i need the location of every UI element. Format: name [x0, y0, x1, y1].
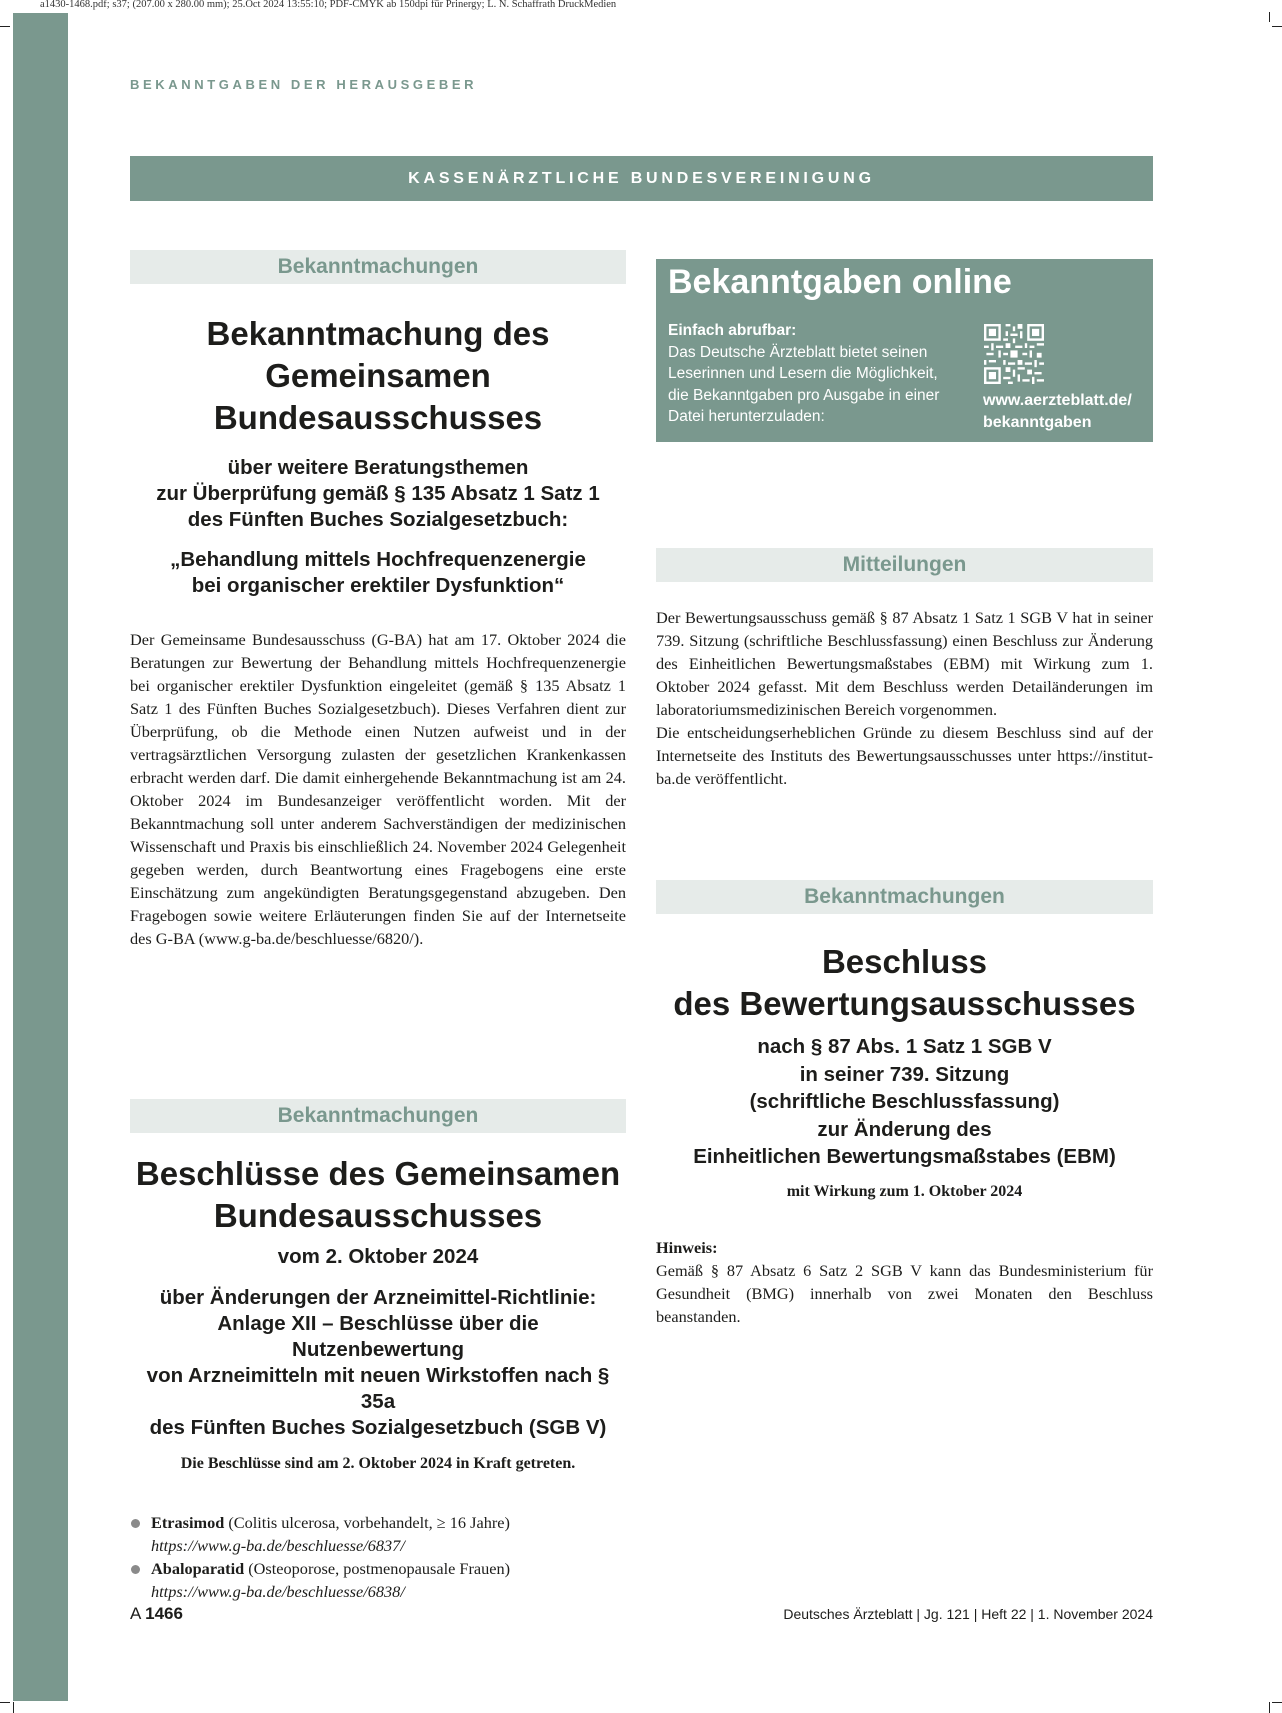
- title-line: Beschlüsse des Gemeinsamen: [135, 1155, 621, 1192]
- subtitle-line: von Arzneimitteln mit neuen Wirkstoffen nach § 35a: [146, 1364, 610, 1413]
- online-box-lead: Einfach abrufbar:: [668, 322, 797, 339]
- crop-mark: [13, 1702, 14, 1713]
- online-box: [656, 259, 1153, 442]
- article-body: Der Gemeinsame Bundesausschuss (G-BA) hat am 17. Oktober 2024 die Beratungen zur Bewertung der Behandlung mittels Hochfrequenzenergie bei organischer erektiler Dysfunktion eingeleitet (gemäß § 135 Absatz 1 Satz 1 des Fünften Buches Sozialgesetzbuch). Dieses Verfahren dient zur Überprüfung, ob die Methode einen Nutzen aufweist und in der vertragsärztlichen Versorgung zulasten der gesetzlichen Krankenkassen erbracht werden darf. Die damit einhergehende Bekanntmachung ist am 24. Oktober 2024 im Bundesanzeiger veröffentlicht worden. Mit der Bekanntmachung soll unter anderem Sachverständigen der medizinischen Wissenschaft und Praxis bis einschließlich 24. November 2024 Gelegenheit gegeben werden, durch Beantwortung eines Fragebogens eine erste Einschätzung zum angekündigten Beratungsgegenstand abzugeben. Den Fragebogen sowie weitere Erläuterungen finden Sie auf der Internetseite des G-BA (www.g-ba.de/beschluesse/6820/).: [130, 630, 626, 948]
- rubric: Bekanntmachungen: [656, 880, 1153, 914]
- online-box-title: Bekanntgaben online: [668, 263, 1012, 301]
- note-label: Hinweis:: [656, 1237, 718, 1257]
- list-item: [130, 1511, 626, 1557]
- article-subtitle: [130, 1285, 626, 1441]
- org-bar: KASSENÄRZTLICHE BUNDESVEREINIGUNG: [130, 156, 1153, 201]
- journal-info: Deutsches Ärzteblatt | Jg. 121 | Heft 22 | 1. November 2024: [783, 1606, 1153, 1622]
- rubric: Bekanntmachungen: [130, 1099, 626, 1133]
- url-line: bekanntgaben: [983, 414, 1092, 431]
- article-title: [656, 941, 1153, 1025]
- article-subtitle: [656, 1033, 1153, 1171]
- section-label: BEKANNTGABEN DER HERAUSGEBER: [130, 77, 478, 92]
- decision-link[interactable]: https://www.g-ba.de/beschluesse/6838/: [151, 1582, 405, 1601]
- list-item: [130, 1557, 626, 1603]
- quote-line: „Behandlung mittels Hochfrequenzenergie: [170, 548, 586, 571]
- crop-mark: [1272, 26, 1282, 27]
- article-title: [130, 1153, 626, 1237]
- crop-mark: [1272, 1702, 1282, 1703]
- article-g-ba-beschluesse: [130, 1099, 626, 1603]
- subtitle-line: zur Überprüfung gemäß § 135 Absatz 1 Satz 1: [156, 482, 600, 505]
- subtitle-line: über weitere Beratungsthemen: [227, 456, 529, 479]
- decision-list: [130, 1511, 626, 1603]
- decision-link[interactable]: https://www.g-ba.de/beschluesse/6837/: [151, 1536, 405, 1555]
- page-prefix: A: [130, 1604, 146, 1623]
- drug-indication: (Osteoporose, postmenopausale Frauen): [244, 1559, 511, 1578]
- note-text: Gemäß § 87 Absatz 6 Satz 2 SGB V kann das Bundesministerium für Gesundheit (BMG) innerhalb von zwei Monaten den Beschluss beanstanden.: [656, 1260, 1153, 1326]
- drug-name: Etrasimod: [151, 1513, 225, 1532]
- subtitle-line: Einheitlichen Bewertungsmaßstabes (EBM): [693, 1145, 1116, 1168]
- drug-name: Abaloparatid: [151, 1559, 245, 1578]
- article-title: [130, 313, 626, 439]
- subtitle-line: über Änderungen der Arzneimittel-Richtlinie:: [159, 1286, 597, 1309]
- crop-mark: [1269, 1702, 1270, 1713]
- crop-mark: [0, 26, 10, 27]
- title-line: Bekanntmachung des: [206, 315, 550, 352]
- bullet-icon: [131, 1565, 140, 1574]
- effective-note: Die Beschlüsse sind am 2. Oktober 2024 in Kraft getreten.: [180, 1455, 576, 1472]
- title-line: Gemeinsamen Bundesausschusses: [213, 357, 543, 436]
- bullet-icon: [131, 1519, 140, 1528]
- url-line: www.aerzteblatt.de/: [983, 392, 1132, 409]
- page-number-value: 1466: [145, 1604, 183, 1623]
- crop-mark: [0, 1702, 10, 1703]
- title-line: Beschluss: [821, 943, 988, 980]
- quote-line: bei organischer erektiler Dysfunktion“: [191, 574, 565, 597]
- online-box-text: [668, 320, 948, 428]
- subtitle-line: des Fünften Buches Sozialgesetzbuch:: [187, 508, 569, 531]
- online-box-url[interactable]: [983, 390, 1132, 434]
- rubric: Bekanntmachungen: [130, 250, 626, 284]
- sidebar-stripe: [13, 13, 68, 1701]
- article-hochfrequenz: [130, 250, 626, 950]
- article-subtitle: [130, 455, 626, 533]
- effective-note: mit Wirkung zum 1. Oktober 2024: [786, 1182, 1023, 1200]
- article-date: vom 2. Oktober 2024: [277, 1245, 479, 1268]
- crop-mark: [1269, 12, 1270, 22]
- article-mitteilungen: [656, 548, 1153, 790]
- article-bewertungsausschuss: [656, 880, 1153, 1328]
- subtitle-line: (schriftliche Beschlussfassung): [749, 1090, 1060, 1113]
- subtitle-line: nach § 87 Abs. 1 Satz 1 SGB V: [757, 1035, 1052, 1058]
- qr-code-icon[interactable]: [984, 324, 1044, 384]
- drug-indication: (Colitis ulcerosa, vorbehandelt, ≥ 16 Jahre): [224, 1513, 510, 1532]
- page-number: [130, 1604, 183, 1624]
- subtitle-line: Anlage XII – Beschlüsse über die Nutzenbewertung: [217, 1312, 539, 1361]
- subtitle-line: des Fünften Buches Sozialgesetzbuch (SGB V): [149, 1416, 607, 1439]
- subtitle-line: zur Änderung des: [817, 1117, 992, 1141]
- article-topic-quote: [130, 547, 626, 599]
- print-info-line: a1430-1468.pdf; s37; (207.00 x 280.00 mm); 25.Oct 2024 13:55:10; PDF-CMYK ab 150dpi für Prinergy; L. N. Schaffrath DruckMedien: [40, 0, 617, 10]
- rubric: Mitteilungen: [656, 548, 1153, 582]
- title-line: Bundesausschusses: [213, 1197, 543, 1234]
- article-body: Die entscheidungserheblichen Gründe zu diesem Beschluss sind auf der Internetseite des Instituts des Bewertungsausschusses unter https://institut-ba.de veröffentlicht.: [656, 723, 1153, 788]
- subtitle-line: in seiner 739. Sitzung: [799, 1062, 1010, 1086]
- article-body: Der Bewertungsausschuss gemäß § 87 Absatz 1 Satz 1 SGB V hat in seiner 739. Sitzung (schriftliche Beschlussfassung) einen Beschluss zur Änderung des Einheitlichen Bewertungsmaßstabes (EBM) mit Wirkung zum 1. Oktober 2024 gefasst. Mit dem Beschluss werden Detailänderungen im laboratoriumsmedizinischen Bereich vorgenommen.: [656, 608, 1153, 719]
- title-line: des Bewertungsausschusses: [673, 985, 1136, 1022]
- online-box-description: Das Deutsche Ärzteblatt bietet seinen Leserinnen und Lesern die Möglichkeit, die Bekanntgaben pro Ausgabe in einer Datei herunterzuladen:: [668, 343, 940, 425]
